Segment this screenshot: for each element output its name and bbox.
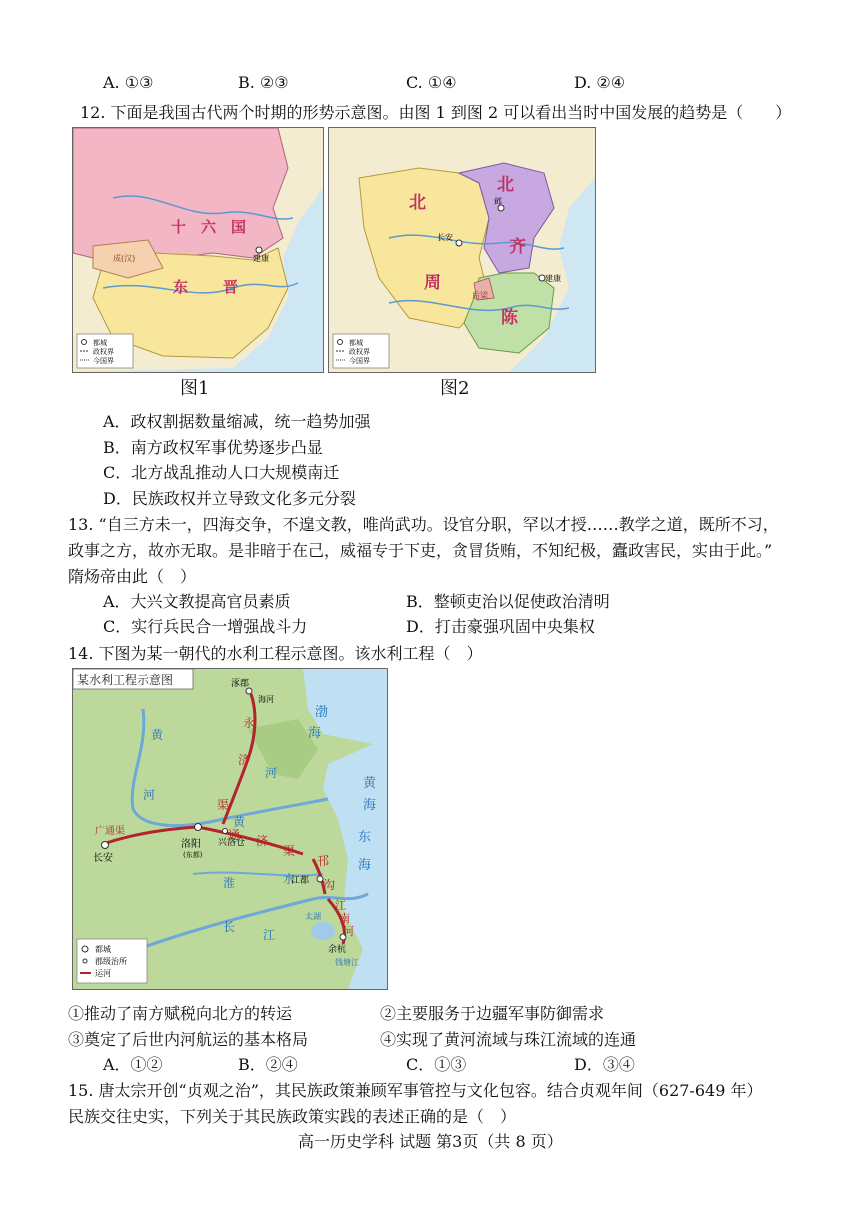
map2-label-zhou: 周 bbox=[424, 273, 441, 293]
canal-label-taihu: 太湖 bbox=[305, 912, 321, 921]
canal-label-bohai-hai: 海 bbox=[308, 726, 322, 741]
q12-map-figure-1 bbox=[72, 127, 324, 373]
canal-label-qu: 渠 bbox=[217, 798, 230, 812]
q12-figure2-caption: 图2 bbox=[440, 378, 470, 399]
q12-option-d: D．民族政权并立导致文化多元分裂 bbox=[103, 489, 356, 508]
map2-label-changan: 长安 bbox=[437, 233, 453, 242]
q13-stem-line2: 政事之方，故亦无取。是非暗于在己，威福专于下吏，贪冒货贿，不知纪极，蠹政害民，实由于此。” bbox=[68, 541, 773, 560]
q14-item-3: ③奠定了后世内河航运的基本格局 bbox=[68, 1030, 309, 1049]
q13-option-d: D．打击豪强巩固中央集权 bbox=[406, 617, 595, 636]
canal-label-he1: 河 bbox=[143, 788, 156, 802]
canal-label-qu2: 渠 bbox=[283, 844, 296, 858]
q12-stem: 12. 下面是我国古代两个时期的形势示意图。由图 1 到图 2 可以看出当时中国发展的趋势是（ ） bbox=[80, 103, 792, 122]
q12-option-b: B．南方政权军事优势逐步凸显 bbox=[103, 438, 323, 457]
q11-option-d: D. ②④ bbox=[574, 73, 626, 92]
canal-label-jiang2: 江 bbox=[263, 928, 276, 942]
q15-stem-line2: 民族交往史实，下列关于其民族政策实践的表述正确的是（ ） bbox=[68, 1107, 517, 1126]
q14-canal-map bbox=[72, 668, 388, 990]
map1-label-guo: 国 bbox=[231, 218, 247, 236]
map1-label-dong: 东 bbox=[173, 278, 189, 296]
canal-label-yong: 永 bbox=[243, 716, 256, 730]
canal-label-tong: 通 bbox=[228, 828, 241, 842]
canal-label-changan: 长安 bbox=[93, 853, 113, 864]
map1-legend-capital: 都城 bbox=[93, 339, 107, 347]
canal-label-bo: 渤 bbox=[315, 705, 329, 720]
q13-option-c: C．实行兵民合一增强战斗力 bbox=[103, 617, 308, 636]
map1-label-jin: 晋 bbox=[223, 278, 239, 296]
canal-label-ji2: 济 bbox=[256, 834, 269, 848]
map1-label-jiankang: 建康 bbox=[253, 254, 269, 263]
map2-label-houliang: 后梁 bbox=[472, 291, 488, 300]
q12-figure1-caption: 图1 bbox=[180, 378, 210, 399]
canal-label-qiantang: 钱塘江 bbox=[335, 958, 359, 967]
map-2-graphic bbox=[329, 128, 595, 372]
q14-stem: 14. 下图为某一朝代的水利工程示意图。该水利工程（ ） bbox=[68, 644, 483, 663]
canal-label-shui: 水 bbox=[283, 872, 296, 886]
canal-label-huai: 淮 bbox=[223, 876, 236, 890]
canal-map-title: 某水利工程示意图 bbox=[77, 673, 174, 687]
canal-label-chang: 长 bbox=[223, 920, 236, 934]
map1-legend-border: 政权界 bbox=[93, 348, 114, 356]
q13-option-b: B．整顿吏治以促使政治清明 bbox=[406, 592, 610, 611]
canal-label-jiangdu: 江都 bbox=[291, 876, 310, 886]
canal-label-sea-dong: 东 bbox=[358, 830, 372, 845]
map1-legend-modern: 今国界 bbox=[93, 357, 114, 365]
canal-label-huang1: 黄 bbox=[151, 728, 164, 742]
q11-option-c: C. ①④ bbox=[406, 73, 457, 92]
canal-label-sea-hai1: 海 bbox=[363, 798, 377, 813]
q14-item-1: ①推动了南方赋税向北方的转运 bbox=[68, 1004, 293, 1023]
q12-option-c: C．北方战乱推动人口大规模南迁 bbox=[103, 463, 340, 482]
canal-label-nan: 南 bbox=[339, 912, 350, 925]
q13-stem-line3: 隋炀帝由此（ ） bbox=[68, 567, 197, 586]
canal-map-graphic bbox=[73, 669, 387, 989]
map2-legend-modern: 今国界 bbox=[349, 357, 370, 365]
canal-label-luoyang: 洛阳 bbox=[181, 839, 201, 850]
map2-legend-border: 政权界 bbox=[349, 348, 370, 356]
canal-label-guangtong: 广通渠 bbox=[95, 826, 125, 837]
canal-label-han: 邗 bbox=[317, 854, 330, 868]
q15-stem-line1: 15. 唐太宗开创“贞观之治”，其民族政策兼顾军事管控与文化包容。结合贞观年间（627-649 年） bbox=[68, 1081, 763, 1100]
canal-label-huang2: 黄 bbox=[233, 815, 246, 829]
map-1-graphic bbox=[73, 128, 323, 372]
canal-label-dongdu: (东都) bbox=[183, 851, 203, 859]
q12-map-figure-2 bbox=[328, 127, 596, 373]
q11-option-a: A. ①③ bbox=[103, 73, 154, 92]
canal-label-ji: 济 bbox=[238, 753, 251, 767]
canal-legend-capital: 都城 bbox=[95, 945, 111, 954]
q14-option-c: C．①③ bbox=[406, 1055, 467, 1074]
map2-label-ye: 邺 bbox=[494, 197, 502, 206]
q14-option-d: D．③④ bbox=[574, 1055, 635, 1074]
canal-label-gou: 沟 bbox=[323, 878, 336, 892]
map1-label-shi: 十 bbox=[171, 218, 187, 236]
map1-label-cheng: 成(汉) bbox=[113, 254, 136, 263]
canal-legend-prefecture: 郡级治所 bbox=[95, 957, 127, 966]
canal-label-jiang1: 江 bbox=[335, 899, 346, 912]
q14-item-4: ④实现了黄河流域与珠江流域的连通 bbox=[380, 1030, 637, 1049]
map2-label-jiankang: 建康 bbox=[545, 274, 561, 283]
q14-option-a: A．①② bbox=[103, 1055, 163, 1074]
canal-label-sea-huang: 黄 bbox=[363, 776, 377, 791]
canal-label-he2: 河 bbox=[265, 766, 278, 780]
q14-options-row bbox=[0, 1052, 867, 1076]
map2-legend-capital: 都城 bbox=[349, 339, 363, 347]
canal-label-sea-hai2: 海 bbox=[358, 858, 372, 873]
q11-options-row bbox=[0, 73, 867, 97]
map2-label-bei-zhou1: 北 bbox=[409, 193, 426, 213]
page-footer: 高一历史学科 试题 第3页（共 8 页） bbox=[298, 1132, 563, 1151]
map2-label-chen: 陈 bbox=[501, 308, 518, 328]
q13-stem-line1: 13. “自三方未一，四海交争，不遑文教，唯尚武功。设官分职，罕以才授……教学之道，既所不习， bbox=[68, 515, 779, 534]
q12-option-a: A．政权割据数量缩减，统一趋势加强 bbox=[103, 412, 371, 431]
canal-label-xingluocang: 兴洛仓 bbox=[218, 838, 246, 848]
q11-option-b: B. ②③ bbox=[238, 73, 289, 92]
canal-label-he3: 河 bbox=[343, 925, 354, 938]
map2-label-qi: 齐 bbox=[509, 237, 526, 257]
map1-label-liu: 六 bbox=[201, 218, 217, 236]
canal-label-yuhang: 余杭 bbox=[328, 945, 347, 955]
q14-option-b: B．②④ bbox=[238, 1055, 298, 1074]
map2-label-bei-qi: 北 bbox=[497, 175, 514, 195]
canal-legend-canal: 运河 bbox=[95, 969, 111, 978]
canal-label-haihe: 海河 bbox=[258, 695, 274, 704]
q14-item-2: ②主要服务于边疆军事防御需求 bbox=[380, 1004, 605, 1023]
canal-label-zhuojun: 涿郡 bbox=[231, 679, 250, 689]
q13-option-a: A．大兴文教提高官员素质 bbox=[103, 592, 291, 611]
